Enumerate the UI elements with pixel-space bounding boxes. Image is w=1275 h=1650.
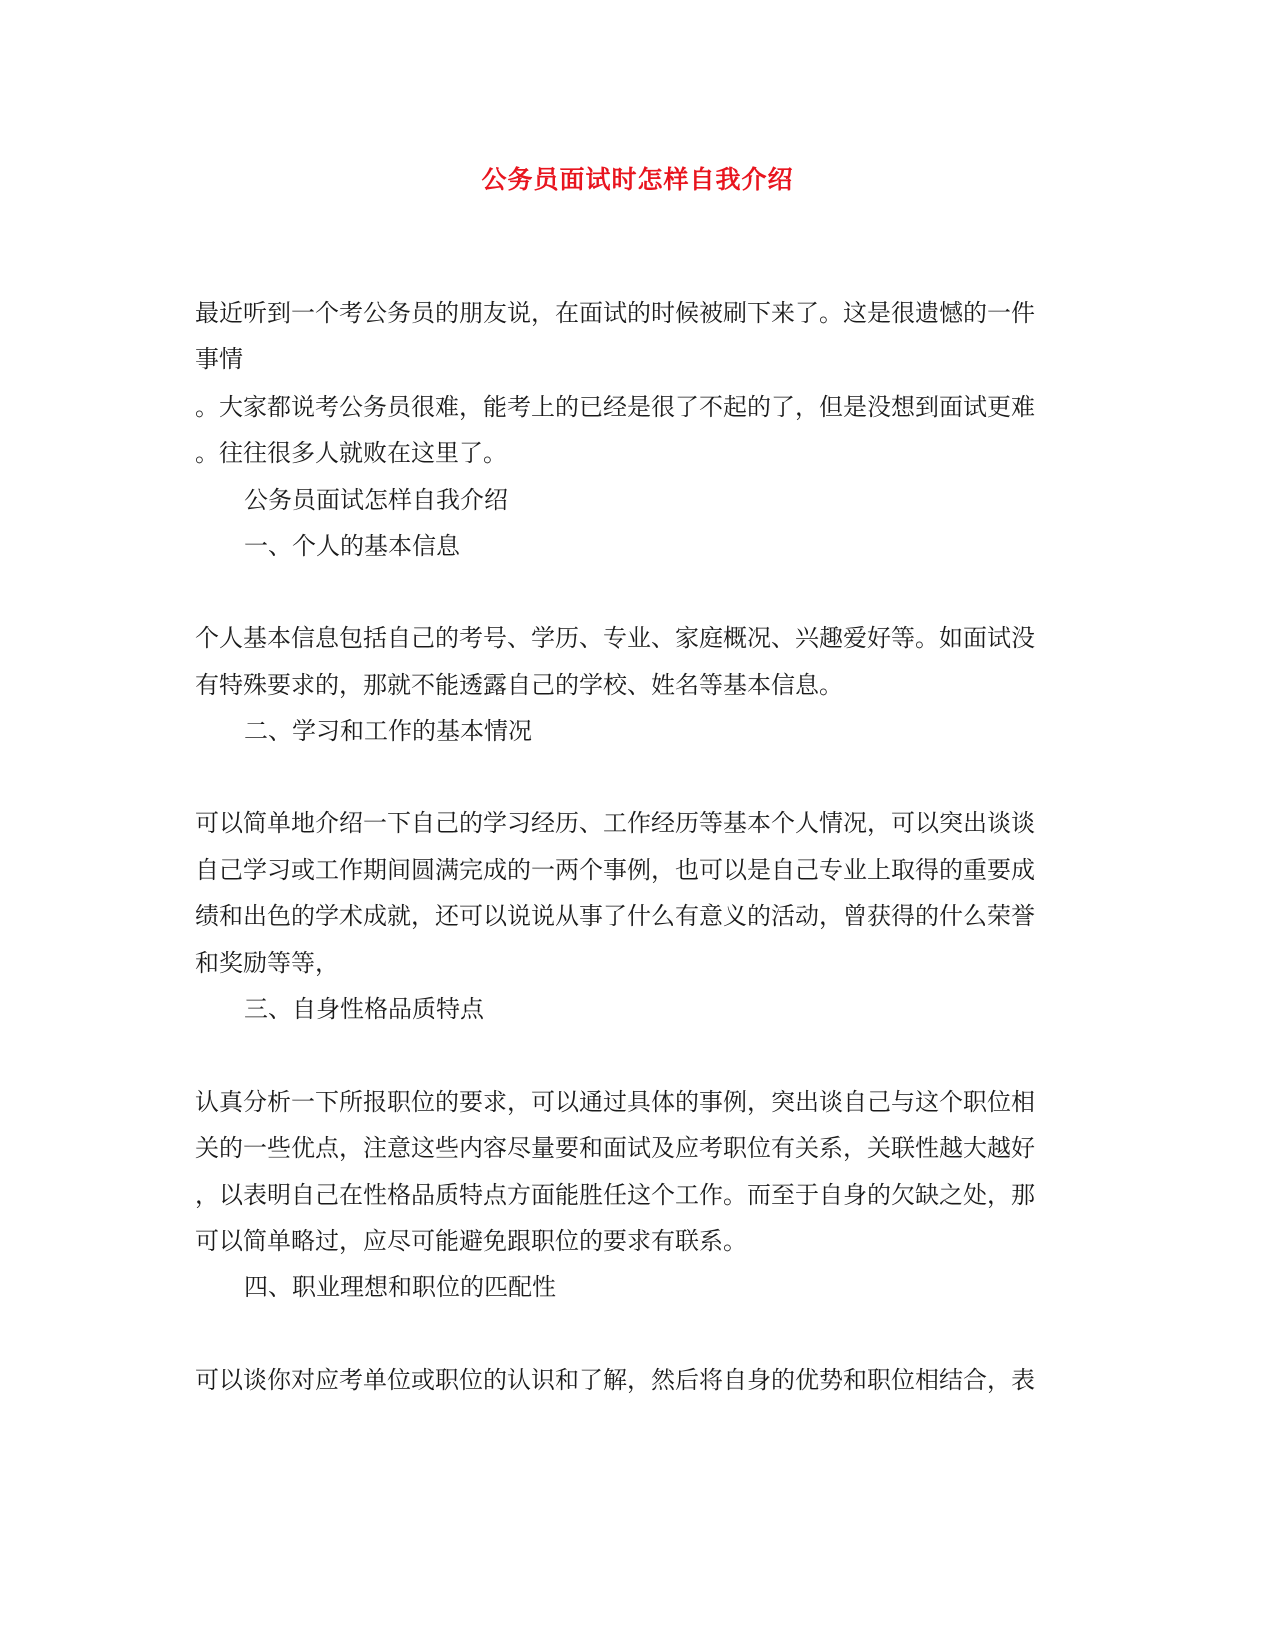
paragraph-line: 事情 xyxy=(195,345,243,373)
section-heading: 二、学习和工作的基本情况 xyxy=(244,717,532,745)
paragraph-line: ，以表明自己在性格品质特点方面能胜任这个工作。而至于自身的欠缺之处，那 xyxy=(195,1181,1035,1209)
document-title: 公务员面试时怎样自我介绍 xyxy=(481,165,794,194)
paragraph-line: 自己学习或工作期间圆满完成的一两个事例，也可以是自己专业上取得的重要成 xyxy=(195,856,1035,884)
paragraph-line: 关的一些优点，注意这些内容尽量要和面试及应考职位有关系，关联性越大越好 xyxy=(195,1134,1035,1162)
paragraph-line: 有特殊要求的，那就不能透露自己的学校、姓名等基本信息。 xyxy=(195,671,843,699)
section-heading: 公务员面试怎样自我介绍 xyxy=(244,486,508,514)
section-heading: 四、职业理想和职位的匹配性 xyxy=(244,1273,556,1301)
paragraph-line: 认真分析一下所报职位的要求，可以通过具体的事例，突出谈自己与这个职位相 xyxy=(195,1088,1035,1116)
paragraph-line: 可以简单略过，应尽可能避免跟职位的要求有联系。 xyxy=(195,1227,747,1255)
section-heading: 一、个人的基本信息 xyxy=(244,532,460,560)
paragraph-line: 个人基本信息包括自己的考号、学历、专业、家庭概况、兴趣爱好等。如面试没 xyxy=(195,624,1035,652)
paragraph-line: 最近听到一个考公务员的朋友说，在面试的时候被刷下来了。这是很遗憾的一件 xyxy=(195,299,1035,327)
paragraph-line: 可以简单地介绍一下自己的学习经历、工作经历等基本个人情况，可以突出谈谈 xyxy=(195,809,1035,837)
paragraph-line: 绩和出色的学术成就，还可以说说从事了什么有意义的活动，曾获得的什么荣誉 xyxy=(195,902,1035,930)
paragraph-line: 。往往很多人就败在这里了。 xyxy=(195,439,507,467)
paragraph-line: 可以谈你对应考单位或职位的认识和了解，然后将自身的优势和职位相结合，表 xyxy=(195,1366,1035,1394)
paragraph-line: 。大家都说考公务员很难，能考上的已经是很了不起的了，但是没想到面试更难 xyxy=(195,393,1035,421)
paragraph-line: 和奖励等等， xyxy=(195,949,339,977)
section-heading: 三、自身性格品质特点 xyxy=(244,995,484,1023)
